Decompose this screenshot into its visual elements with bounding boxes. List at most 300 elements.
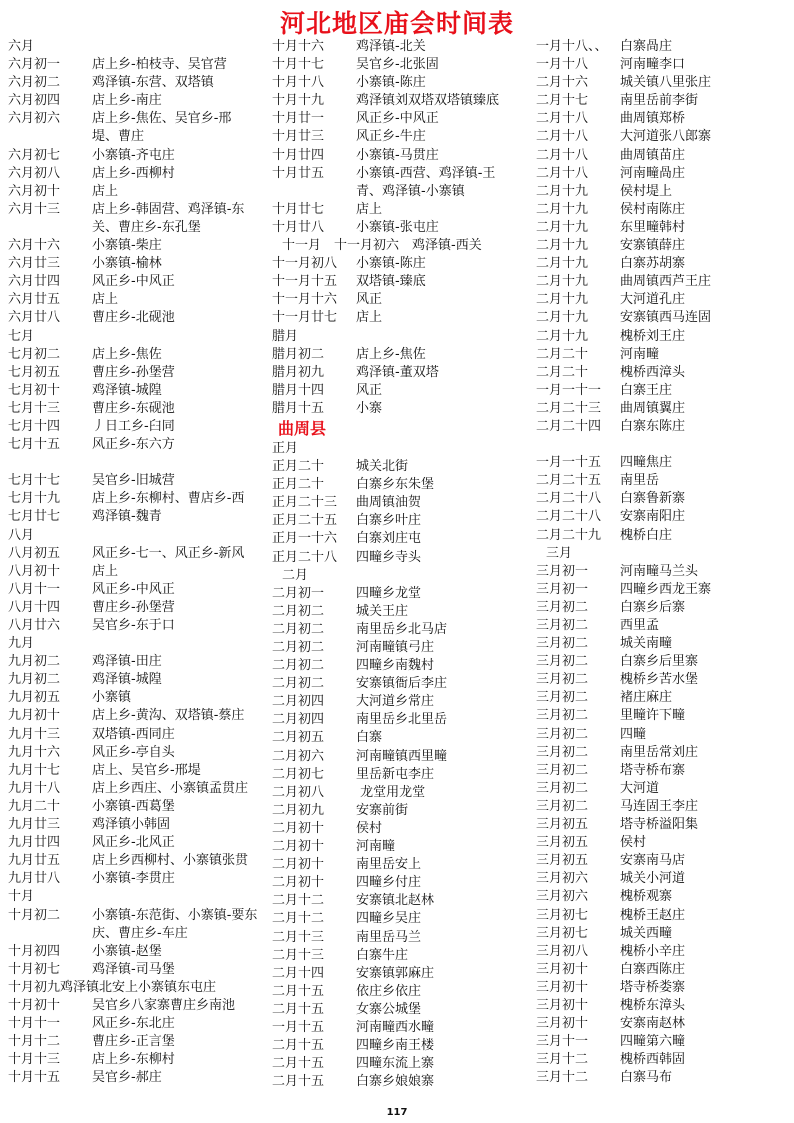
schedule-row [536, 762, 792, 780]
date-label: 十月廿七 [272, 201, 325, 217]
location-text: 鸡泽镇刘双塔双塔镇臻底 [356, 93, 500, 109]
schedule-row [536, 834, 792, 852]
location-text: 小寨镇-东范街、小寨镇-要东 [92, 907, 258, 923]
date-label: 七月十四 [8, 418, 61, 434]
schedule-row [272, 874, 534, 892]
schedule-row [536, 997, 792, 1015]
location-text: 四疃乡南王楼 [356, 1038, 435, 1054]
schedule-row [8, 653, 270, 671]
location-text: 吴官乡-旧城营 [92, 473, 175, 489]
schedule-row [272, 440, 534, 458]
date-label: 十一月廿七 [272, 310, 338, 326]
location-text: 店上乡-焦佐、吴官乡-邢 [92, 111, 232, 127]
date-label: 十一月初八 [272, 256, 338, 272]
date-label: 六月初二 [8, 75, 61, 91]
schedule-row [272, 273, 534, 291]
schedule-row [8, 907, 270, 925]
location-text: 塔寺桥溢阳集 [620, 817, 699, 833]
schedule-row [272, 183, 534, 201]
date-label: 一月十五 [272, 1019, 325, 1035]
date-label: 二月十九 [536, 201, 589, 217]
location-text: 曹庄乡-孙堡营 [92, 599, 175, 615]
date-label: 腊月初九 [272, 364, 325, 380]
schedule-row [536, 563, 792, 581]
location-text: 小寨镇-陈庄 [356, 256, 426, 272]
schedule-row [536, 400, 792, 418]
schedule-row [536, 219, 792, 237]
schedule-row [8, 201, 270, 219]
date-label: 二月十七 [536, 93, 589, 109]
date-label: 十月初七 [8, 961, 61, 977]
location-text: 大河道张八郎寨 [620, 129, 712, 145]
location-text: 四疃焦庄 [620, 455, 673, 471]
location-text: 店上 [92, 183, 119, 199]
date-label: 十月初四 [8, 943, 61, 959]
date-label: 六月廿八 [8, 310, 61, 326]
schedule-row [272, 711, 534, 729]
schedule-row [8, 834, 270, 852]
schedule-row [272, 585, 534, 603]
schedule-row [8, 74, 270, 92]
schedule-row [536, 147, 792, 165]
date-label: 二月初二 [272, 676, 325, 692]
date-label: 七月初五 [8, 364, 61, 380]
date-label: 十月初九鸡泽镇北安上小寨镇东屯庄 [8, 979, 217, 995]
date-label: 九月廿四 [8, 835, 61, 851]
location-text: 侯村 [620, 835, 647, 851]
location-text: 南里岳乡北里岳 [356, 712, 448, 728]
schedule-row [8, 726, 270, 744]
schedule-row [8, 997, 270, 1015]
location-text: 小寨镇-西葛堡 [92, 798, 175, 814]
location-text: 白寨乡叶庄 [356, 513, 422, 529]
location-text: 四疃乡南魏村 [356, 658, 435, 674]
date-label: 十月十九 [272, 93, 325, 109]
location-text: 白寨苏胡寨 [620, 256, 686, 272]
date-label: 一月十八 [536, 57, 589, 73]
schedule-row [8, 364, 270, 382]
date-label: 二月初十 [272, 857, 325, 873]
location-text: 南里岳常刘庄 [620, 744, 699, 760]
date-label: 十月十八 [272, 75, 325, 91]
location-text: 风正乡-牛庄 [356, 129, 426, 145]
date-label: 六月初七 [8, 147, 61, 163]
location-text: 店上 [356, 201, 383, 217]
date-label: 九月廿三 [8, 817, 61, 833]
location-text: 依庄乡依庄 [356, 983, 422, 999]
date-label: 二月十二 [272, 911, 325, 927]
location-text: 店上 [92, 292, 119, 308]
schedule-row [536, 671, 792, 689]
schedule-row [536, 291, 792, 309]
location-text: 鸡泽镇-董双塔 [356, 364, 439, 380]
location-text: 青、鸡泽镇-小寨镇 [356, 183, 465, 199]
date-label: 二月初二 [272, 640, 325, 655]
schedule-row [8, 599, 270, 617]
date-label: 二月初十 [272, 839, 325, 855]
date-label: 十月廿一 [272, 111, 325, 127]
schedule-row [272, 56, 534, 74]
location-text: 吴官乡-北张固 [356, 57, 439, 73]
date-label: 二月二十八 [536, 491, 602, 507]
schedule-row [536, 490, 792, 508]
schedule-row [536, 237, 792, 255]
schedule-row [8, 617, 270, 635]
schedule-row [272, 838, 534, 856]
date-label: 三月十二 [536, 1052, 589, 1068]
location-text: 风正 [356, 292, 383, 308]
schedule-row [536, 599, 792, 617]
location-text: 小寨镇-赵堡 [92, 943, 162, 959]
location-text: 曲周镇苗庄 [620, 147, 686, 163]
schedule-row [8, 273, 270, 291]
date-label: 七月 [8, 328, 35, 344]
location-text: 风正乡-中风正 [356, 111, 439, 127]
schedule-row [8, 128, 270, 146]
schedule-row [536, 617, 792, 635]
schedule-row [272, 110, 534, 128]
location-text: 城关西疃 [620, 925, 673, 941]
location-text: 白寨乡娘娘寨 [356, 1074, 435, 1090]
schedule-row [272, 346, 534, 364]
location-text: 店上乡西柳村、小寨镇张贯 [92, 853, 249, 869]
location-text: 侯村 [356, 820, 383, 836]
date-label: 二月初四 [272, 694, 325, 710]
date-label: 二月初二 [272, 603, 325, 619]
schedule-row [536, 907, 792, 925]
date-label: 三月初十 [536, 997, 589, 1013]
location-text: 双塔镇-臻底 [356, 274, 426, 290]
schedule-row [8, 255, 270, 273]
location-text: 白寨乡后寨 [620, 599, 686, 615]
schedule-row [8, 165, 270, 183]
date-label: 二月十二 [272, 893, 325, 909]
section-heading [272, 418, 534, 440]
date-label: 三月十二 [536, 1070, 589, 1086]
schedule-row [272, 729, 534, 747]
schedule-row [8, 762, 270, 780]
location-text: 曹庄乡-正言堡 [92, 1034, 175, 1050]
schedule-row [8, 870, 270, 888]
date-label: 二月十五 [272, 1074, 325, 1090]
date-label: 二月初七 [272, 766, 325, 782]
schedule-row [536, 979, 792, 997]
schedule-row [272, 38, 534, 56]
schedule-row [272, 965, 534, 983]
schedule-row [536, 110, 792, 128]
location-text: 东里疃韩村 [620, 219, 686, 235]
schedule-row [536, 472, 792, 490]
location-text: 河南疃咼庄 [620, 165, 686, 181]
date-label: 九月十八 [8, 780, 61, 796]
date-label: 正月二十 [272, 477, 325, 493]
location-text: 四疃东流上寨 [356, 1056, 435, 1072]
date-label: 三月初六 [536, 889, 589, 905]
date-label: 三月初七 [536, 907, 589, 923]
date-label: 三月初六 [536, 871, 589, 887]
schedule-row [272, 621, 534, 639]
location-text: 马连固王李庄 [620, 798, 699, 814]
schedule-row [536, 961, 792, 979]
date-label: 二月十五 [272, 983, 325, 999]
date-label: 三月初二 [536, 708, 589, 724]
date-label: 二月二十九 [536, 527, 602, 543]
location-text: 店上乡-韩固营、鸡泽镇-东 [92, 201, 245, 217]
location-text: 曲周镇郑桥 [620, 111, 686, 127]
date-label: 二月二十四 [536, 418, 602, 434]
date-label: 七月初二 [8, 346, 61, 362]
schedule-row [536, 273, 792, 291]
schedule-row [536, 1069, 792, 1087]
date-label: 三月初十 [536, 1016, 589, 1032]
schedule-row [8, 237, 270, 255]
date-label: 一月十八、、 [536, 39, 608, 54]
location-text: 白寨咼庄 [620, 39, 673, 54]
date-label: 六月初一 [8, 57, 61, 73]
location-text: 城关小河道 [620, 871, 686, 887]
date-label: 三月十一 [536, 1034, 589, 1050]
location-text: 吴官乡八家寨曹庄乡南池 [92, 997, 236, 1013]
date-label: 二月初八 [272, 784, 325, 800]
date-label: 二月二十三 [536, 400, 602, 416]
location-text: 鸡泽镇-北关 [356, 39, 426, 54]
page-title: 河北地区庙会时间表 [279, 9, 514, 38]
date-label: 正月 [272, 440, 299, 456]
date-label: 六月廿四 [8, 274, 61, 290]
schedule-row [272, 165, 534, 183]
location-text: 曹庄乡-孙堡营 [92, 364, 175, 380]
location-text: 槐桥西韩固 [620, 1052, 686, 1068]
schedule-row [536, 581, 792, 599]
location-text: 南里岳前李街 [620, 93, 699, 109]
date-label: 九月初五 [8, 690, 61, 706]
schedule-row [536, 1033, 792, 1051]
date-label: 六月十三 [8, 201, 61, 217]
schedule-row [8, 418, 270, 436]
date-label: 九月初十 [8, 708, 61, 724]
schedule-row [8, 472, 270, 490]
location-text: 鸡泽镇-魏青 [92, 509, 162, 525]
schedule-row [8, 436, 270, 454]
schedule-row [272, 766, 534, 784]
date-label: 三月初二 [536, 798, 589, 814]
location-text: 白寨 [356, 730, 383, 746]
schedule-row [8, 490, 270, 508]
schedule-row [536, 943, 792, 961]
location-text: 四疃乡西龙王寨 [620, 581, 712, 597]
schedule-row [8, 635, 270, 653]
location-text: 侯村堤上 [620, 183, 673, 199]
schedule-row [272, 947, 534, 965]
schedule-row [536, 201, 792, 219]
schedule-row [8, 925, 270, 943]
schedule-row [536, 870, 792, 888]
schedule-row [536, 1051, 792, 1069]
schedule-row [8, 1033, 270, 1051]
location-text: 褚庄麻庄 [620, 690, 673, 706]
location-text: 小寨 [356, 400, 383, 416]
schedule-row [272, 1073, 534, 1091]
schedule-row [272, 400, 534, 418]
location-text: 白寨东陈庄 [620, 418, 686, 434]
schedule-row [536, 436, 792, 454]
location-text: 龙堂用龙堂 [356, 784, 426, 800]
date-label: 三月初一 [536, 563, 589, 579]
location-text: 小寨镇-榆林 [92, 256, 162, 272]
schedule-row [8, 943, 270, 961]
schedule-row [8, 508, 270, 526]
schedule-row [272, 693, 534, 711]
location-text: 鸡泽镇小韩固 [92, 817, 171, 833]
schedule-row [536, 689, 792, 707]
location-text: 大河道孔庄 [620, 292, 686, 308]
schedule-row [8, 888, 270, 906]
location-text: 河南疃 [620, 346, 660, 362]
date-label: 九月廿八 [8, 871, 61, 887]
schedule-row [272, 675, 534, 693]
location-text: 曹庄乡-北砚池 [92, 310, 175, 326]
schedule-row [8, 291, 270, 309]
location-text: 安寨镇衙后李庄 [356, 676, 448, 692]
date-label: 六月 [8, 39, 35, 54]
location-text: 鸡泽镇-城隍 [92, 672, 162, 688]
schedule-row [536, 128, 792, 146]
location-text: 曹庄乡-东砚池 [92, 400, 175, 416]
schedule-row [8, 707, 270, 725]
location-text: 风正乡-中风正 [92, 581, 175, 597]
date-label: 八月初十 [8, 563, 61, 579]
schedule-row [536, 454, 792, 472]
schedule-row [8, 56, 270, 74]
date-label: 八月廿六 [8, 618, 61, 633]
location-text: 白寨牛庄 [356, 947, 409, 963]
schedule-row [536, 925, 792, 943]
date-label: 二月十九 [536, 183, 589, 199]
schedule-row [536, 780, 792, 798]
date-label: 六月廿三 [8, 256, 61, 272]
location-text: 店上乡-黄沟、双塔镇-蔡庄 [92, 708, 245, 724]
schedule-row [536, 255, 792, 273]
schedule-row [536, 635, 792, 653]
schedule-row [272, 530, 534, 548]
location-text: 白寨王庄 [620, 382, 673, 398]
schedule-row [536, 1015, 792, 1033]
date-label: 十月十二 [8, 1034, 61, 1050]
date-label: 一月一十一 [536, 382, 602, 398]
date-label: 八月十四 [8, 599, 61, 615]
location-text: 河南疃西水疃 [356, 1019, 435, 1035]
date-label: 三月初二 [536, 636, 589, 652]
date-label: 十月十三 [8, 1052, 61, 1068]
schedule-row [536, 418, 792, 436]
date-label: 二月初一 [272, 585, 325, 601]
location-text: 店上、吴官乡-邢堤 [92, 762, 201, 778]
date-label: 二月十八 [536, 129, 589, 145]
date-label: 七月十五 [8, 437, 61, 453]
location-text: 白寨鲁新寨 [620, 491, 686, 507]
location-text: 风正乡-七一、风正乡-新风 [92, 545, 245, 561]
date-label: 三月初五 [536, 817, 589, 833]
date-label: 六月初四 [8, 93, 61, 109]
location-text: 四疃第六疃 [620, 1034, 686, 1050]
schedule-row [8, 780, 270, 798]
location-text: 白寨刘庄屯 [356, 531, 422, 547]
location-text: 鸡泽镇-司马堡 [92, 961, 175, 977]
date-label: 腊月十五 [272, 400, 325, 416]
location-text: 曲周镇西芦王庄 [620, 274, 712, 290]
location-text: 大河道 [620, 780, 660, 796]
date-label: 二月二十八 [536, 509, 602, 525]
page-number: 117 [386, 1107, 408, 1118]
date-label: 九月初二 [8, 654, 61, 670]
schedule-row [8, 563, 270, 581]
date-label: 二月十五 [272, 1038, 325, 1054]
date-label: 十月初二 [8, 907, 61, 923]
location-text: 城关镇八里张庄 [620, 75, 712, 91]
location-text: 槐桥白庄 [620, 527, 673, 543]
schedule-row [536, 183, 792, 201]
schedule-row [8, 1015, 270, 1033]
schedule-row [8, 671, 270, 689]
date-label: 三月初二 [536, 726, 589, 742]
date-label: 腊月 [272, 328, 299, 344]
date-label: 正月二十八 [272, 549, 338, 565]
date-label: 八月初五 [8, 545, 61, 561]
schedule-row [272, 910, 534, 928]
location-text: 四疃 [620, 726, 647, 742]
schedule-row [8, 346, 270, 364]
date-label: 三月初十 [536, 961, 589, 977]
schedule-row [8, 38, 270, 56]
schedule-row [272, 549, 534, 567]
location-text: 小寨镇 [92, 690, 132, 706]
location-text: 南里岳安上 [356, 857, 422, 873]
date-label: 九月初二 [8, 672, 61, 688]
schedule-row [272, 74, 534, 92]
location-text: 西里孟 [620, 618, 660, 633]
location-text: 店上乡-焦佐 [356, 346, 426, 362]
date-label: 九月廿五 [8, 853, 61, 869]
date-label: 十月十一 [8, 1016, 61, 1032]
location-text: 槐桥王赵庄 [620, 907, 686, 923]
date-label: 三月初二 [536, 654, 589, 670]
schedule-row [536, 38, 792, 56]
location-text: 小寨镇-齐屯庄 [92, 147, 175, 163]
date-label: 六月初十 [8, 183, 61, 199]
location-text: 店上乡-焦佐 [92, 346, 162, 362]
schedule-row [8, 852, 270, 870]
schedule-row [536, 707, 792, 725]
date-label: 二月十五 [272, 1001, 325, 1017]
date-label: 曲周县 [278, 418, 327, 438]
schedule-row [536, 165, 792, 183]
schedule-row [272, 494, 534, 512]
date-label: 二月初六 [272, 748, 325, 764]
location-text: 塔寺桥娄寨 [620, 979, 686, 995]
date-label: 七月初十 [8, 382, 61, 398]
location-text: 店上乡-西柳村 [92, 165, 175, 181]
date-label: 二月十九 [536, 328, 589, 344]
location-text: 河南疃镇弓庄 [356, 640, 435, 655]
location-text: 槐桥观寨 [620, 889, 673, 905]
date-label: 三月初二 [536, 618, 589, 633]
schedule-row [272, 802, 534, 820]
schedule-row [272, 567, 534, 585]
schedule-row [272, 639, 534, 657]
date-label: 十月廿五 [272, 165, 325, 181]
schedule-row [272, 128, 534, 146]
location-text: 鸡泽镇-东营、双塔镇 [92, 75, 214, 91]
